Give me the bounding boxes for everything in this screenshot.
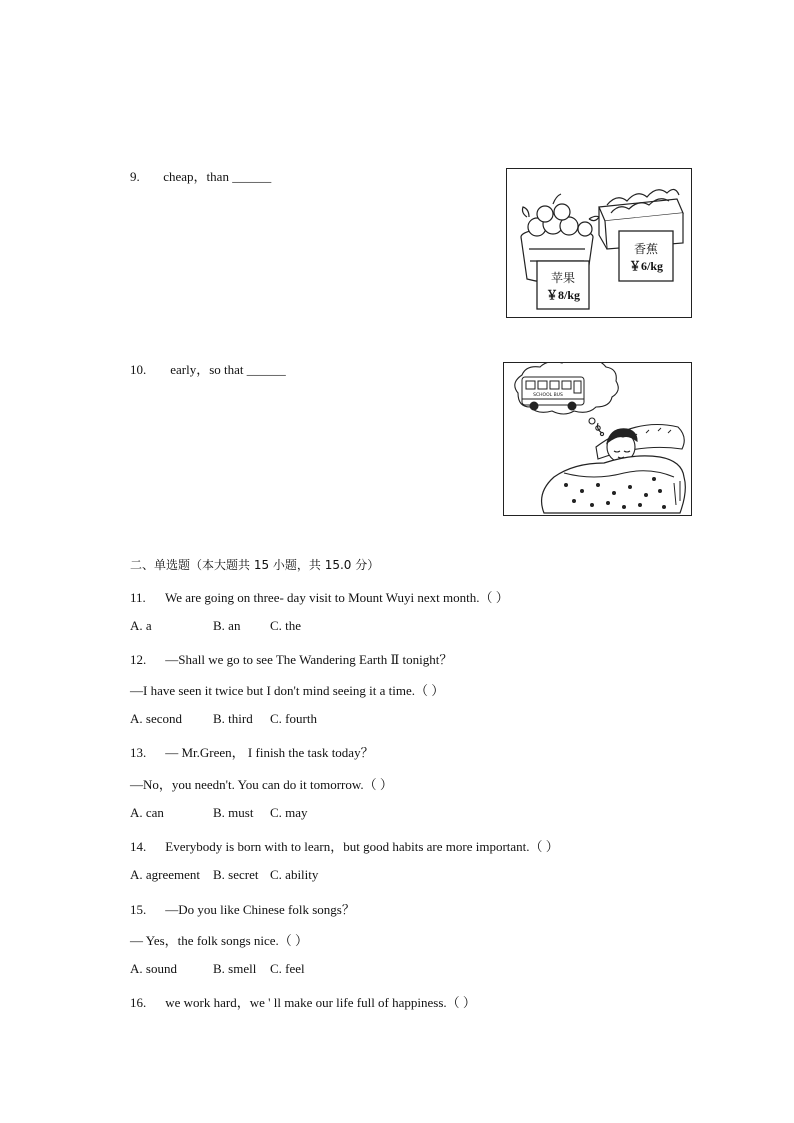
section-title: 二、单选题（本大题共 15 小题，共 15.0 分） [130, 558, 380, 572]
question-text-line-2: —No，you needn't. You can do it tomorrow.（ ） [130, 777, 393, 792]
option-a[interactable]: A. second [130, 711, 182, 726]
question-text: we work hard，we ' ll make our life full of happiness.（ ） [165, 995, 476, 1010]
question-12 [130, 649, 452, 668]
question-number: 13. [130, 745, 147, 760]
question-text: —Shall we go to see The Wandering Earth Ⅱ tonight？ [165, 652, 453, 667]
option-c[interactable]: C. may [270, 805, 308, 820]
question-number: 14. [130, 839, 147, 854]
question-text: — Mr.Green， I finish the task today？ [165, 745, 374, 760]
question-16 [130, 992, 476, 1011]
question-text-line-2: —I have seen it twice but I don't mind seeing it a time.（ ） [130, 683, 445, 698]
question-text: cheap，than ______ [163, 169, 272, 184]
option-a[interactable]: A. agreement [130, 867, 201, 882]
question-text: We are going on three- day visit to Mount Wuyi next month.（ ） [165, 590, 509, 605]
option-a[interactable]: A. sound [130, 961, 177, 976]
option-c[interactable]: C. fourth [270, 711, 317, 726]
question-number: 12. [130, 652, 147, 667]
question-number: 16. [130, 995, 147, 1010]
option-c[interactable]: C. ability [270, 867, 319, 882]
question-text-line-2: — Yes，the folk songs nice.（ ） [130, 933, 309, 948]
question-number: 10. [130, 362, 147, 377]
bus-text: SCHOOL BUS [533, 393, 563, 398]
question-10 [130, 359, 286, 378]
question-text: Everybody is born with to learn，but good habits are more important.（ ） [165, 839, 559, 854]
question-text: —Do you like Chinese folk songs？ [165, 902, 355, 917]
question-number: 9. [130, 169, 140, 184]
banana-price: ￥6/kg [628, 259, 664, 273]
option-b[interactable]: B. smell [213, 961, 257, 976]
question-number: 15. [130, 902, 147, 917]
question-number: 11. [130, 590, 146, 605]
question-14 [130, 836, 559, 855]
option-a[interactable]: A. can [130, 805, 164, 820]
question-9 [130, 166, 271, 185]
question-text: early，so that ______ [170, 362, 286, 377]
apple-label: 苹果 [550, 271, 576, 285]
question-15 [130, 899, 355, 918]
option-b[interactable]: B. an [213, 618, 241, 633]
option-b[interactable]: B. secret [213, 867, 259, 882]
option-a[interactable]: A. a [130, 618, 152, 633]
option-c[interactable]: C. feel [270, 961, 305, 976]
fruit-price-figure [506, 168, 692, 318]
question-13 [130, 742, 374, 761]
banana-label: 香蕉 [633, 242, 659, 256]
option-b[interactable]: B. third [213, 711, 253, 726]
option-c[interactable]: C. the [270, 618, 302, 633]
question-11 [130, 587, 509, 606]
apple-price: ￥8/kg [545, 288, 581, 302]
option-b[interactable]: B. must [213, 805, 254, 820]
sleeping-boy-figure [503, 362, 692, 516]
